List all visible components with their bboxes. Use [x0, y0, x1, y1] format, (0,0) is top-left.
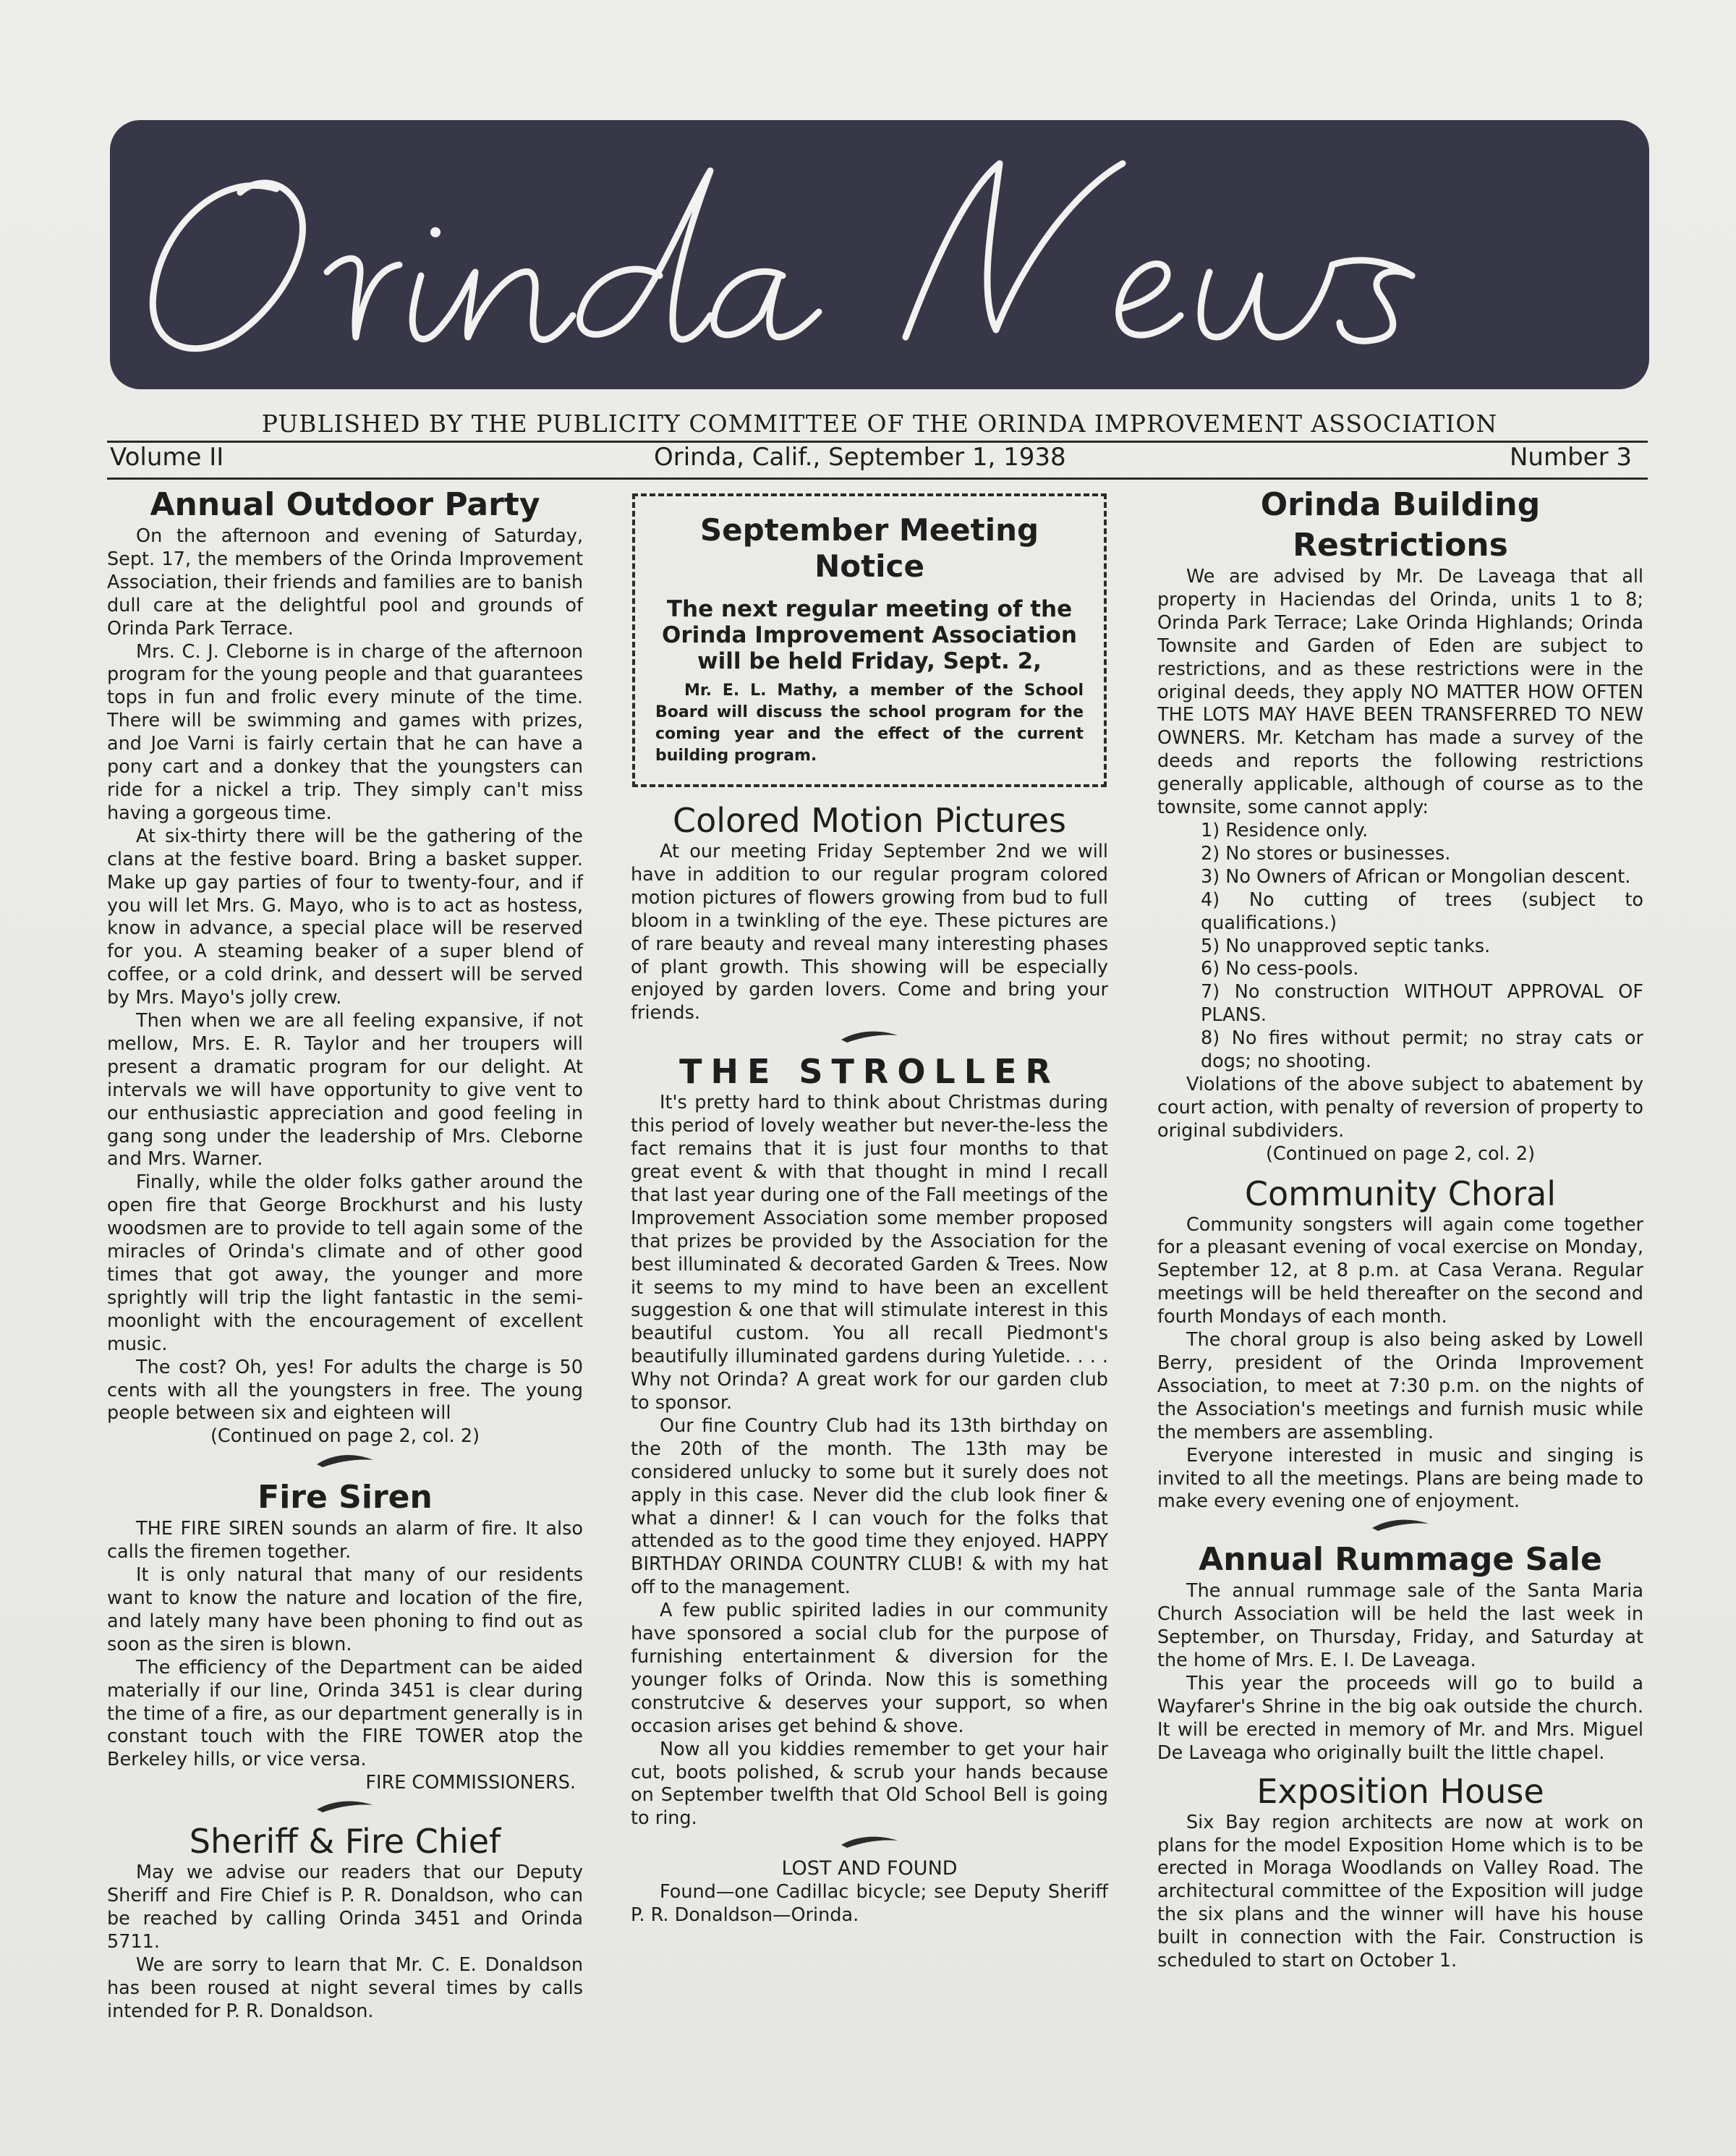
- paragraph: May we advise our readers that our Deputy Sheriff and Fire Chief is P. R. Donaldson, who can be reached by calling Orinda 3451 and Orinda 5711.: [107, 1862, 583, 1953]
- paragraph: Mrs. C. J. Cleborne is in charge of the afternoon program for the young people and that guarantees tops in fun and frolic every minute of the time. There will be swimming and games with prizes, and Joe Varni is fairly certain that he can have a pony cart and a donkey that the youngsters can ride for a nickel a trip. They simply can't miss having a gorgeous time.: [107, 640, 583, 824]
- article-lost-and-found: [631, 1856, 1108, 1927]
- restrictions-list: [1157, 820, 1643, 1074]
- article-sheriff-fire-chief: [107, 1821, 583, 2023]
- meeting-notice-box: [632, 493, 1107, 787]
- masthead-banner: [110, 120, 1649, 389]
- paragraph: The cost? Oh, yes! For adults the charge is 50 cents with all the youngsters in free. The young people between six and eighteen will: [107, 1356, 583, 1425]
- notice-lead: The next regular meeting of the Orinda Improvement Association will be held Friday, Sept. 2,: [661, 596, 1077, 674]
- paragraph: The choral group is also being asked by Lowell Berry, president of the Orinda Improvement Association, to meet at 7:30 p.m. on the nights of the Association's meetings and furnish music while the members are assembling.: [1157, 1329, 1643, 1443]
- paragraph: Found—one Cadillac bicycle; see Deputy Sheriff P. R. Donaldson—Orinda.: [631, 1881, 1108, 1927]
- list-item: 8) No fires without permit; no stray cats or dogs; no shooting.: [1201, 1027, 1643, 1073]
- paragraph: Our fine Country Club had its 13th birthday on the 20th of the month. The 13th may be considered unlucky to some but it surely does not apply in this case. Never did the club look finer & what a dinner! & I can vouch for the folks that attended as to the good time they enjoyed. HAPPY BIRTHDAY ORINDA COUNTRY CLUB! & with my hat off to the management.: [631, 1414, 1108, 1599]
- article-annual-rummage-sale: [1157, 1540, 1643, 1765]
- article-building-restrictions: [1157, 485, 1643, 1166]
- paragraph: We are advised by Mr. De Laveaga that all property in Haciendas del Orinda, units 1 to 8; Orinda Park Terrace; Lake Orinda Highlands; Orinda Townsite and Garden of Eden are subject to restrictions, and as these restrictions were in the original deeds, they apply NO MATTER HOW OFTEN THE LOTS MAY HAVE BEEN TRANSFERRED TO NEW OWNERS. Mr. Ketcham has made a survey of the deeds and reports the following restrictions generally applicable, although of course as to the townsite, some cannot apply:: [1157, 566, 1643, 819]
- paragraph: Violations of the above subject to abatement by court action, with penalty of reversion of property to original subdividers.: [1157, 1073, 1643, 1142]
- column-right: [1157, 485, 1643, 1973]
- article-title: Community Choral: [1244, 1174, 1557, 1213]
- flourish-divider: [312, 1451, 378, 1470]
- flourish-divider: [837, 1028, 902, 1044]
- paragraph: At our meeting Friday September 2nd we will have in addition to our regular program colored motion pictures of flowers growing from bud to full bloom in a twinkling of the eye. These pictures are of rare beauty and reveal many interesting phases of plant growth. This showing will be especially enjoyed by garden lovers. Come and bring your friends.: [631, 841, 1108, 1024]
- notice-detail: Mr. E. L. Mathy, a member of the School Board will discuss the school program for the coming year and the effect of the current building program.: [655, 682, 1084, 765]
- flourish-divider: [837, 1833, 902, 1849]
- paragraph: Then when we are all feeling expansive, if not mellow, Mrs. E. R. Taylor and her troupers will present a dramatic program for our delight. At intervals we will have opportunity to give vent to our enthusiastic appreciation and good feeling in gang song under the leadership of Mrs. Cleborne and Mrs. Warner.: [107, 1010, 583, 1171]
- article-title: Orinda Building Restrictions: [1260, 486, 1541, 564]
- issue-info-bar: [110, 443, 1649, 476]
- list-item: 2) No stores or businesses.: [1201, 842, 1451, 865]
- flourish-divider: [312, 1798, 378, 1814]
- paragraph: At six-thirty there will be the gathering of the clans at the festive board. Bring a basket supper. Make up gay parties of four to twenty-four, and if you will let Mrs. G. Mayo, who is to act as hostess, know in advance, a special place will be reserved for you. A steaming beaker of a super blend of coffee, or a cold drink, and dessert will be served by Mrs. Mayo's jolly crew.: [107, 825, 583, 1009]
- article-colored-motion-pictures: [631, 800, 1108, 1044]
- header-bottom-rule: [107, 478, 1648, 480]
- issue-number: Number 3: [1509, 443, 1632, 472]
- paragraph: Six Bay region architects are now at work on plans for the model Exposition Home which is to be erected in Moraga Woodlands on Valley Road. The architectural committee of the Exposition will judge the six plans and the winner will have his house built in connection with the Fair. Construction is scheduled to start on October 1.: [1157, 1811, 1643, 1972]
- paragraph: Now all you kiddies remember to get your hair cut, boots polished, & scrub your hands because on September twelfth that Old School Bell is going to ring.: [631, 1738, 1108, 1830]
- article-community-choral: [1157, 1174, 1643, 1533]
- list-item: 4) No cutting of trees (subject to qualifications.): [1201, 888, 1643, 934]
- masthead-logo: [110, 120, 1649, 389]
- list-item: 6) No cess-pools.: [1201, 958, 1359, 980]
- article-title: Fire Siren: [258, 1479, 433, 1516]
- paragraph: On the afternoon and evening of Saturday, Sept. 17, the members of the Orinda Improvement Association, their friends and families are to banish dull care at the delightful pool and grounds of Orinda Park Terrace.: [107, 525, 583, 640]
- article-title: Sheriff & Fire Chief: [189, 1822, 501, 1862]
- list-item: 7) No construction WITHOUT APPROVAL OF PLANS.: [1201, 981, 1643, 1027]
- continued-note: (Continued on page 2, col. 2): [210, 1425, 480, 1448]
- paragraph: It is only natural that many of our residents want to know the nature and location of the fire, and lately many have been phoning to find out as soon as the siren is blown.: [107, 1564, 583, 1655]
- article-title: Annual Rummage Sale: [1199, 1541, 1602, 1579]
- article-title: Colored Motion Pictures: [673, 801, 1066, 840]
- paragraph: The annual rummage sale of the Santa Maria Church Association will be held the last week in September, on Thursday, Friday, and Saturday at the home of Mrs. E. I. De Laveaga.: [1157, 1580, 1643, 1672]
- publisher-line: PUBLISHED BY THE PUBLICITY COMMITTEE OF THE ORINDA IMPROVEMENT ASSOCIATION: [261, 409, 1498, 438]
- volume-label: Volume II: [110, 443, 224, 472]
- article-annual-outdoor-party: [107, 485, 583, 1470]
- article-exposition-house: [1157, 1771, 1643, 1973]
- paragraph: THE FIRE SIREN sounds an alarm of fire. It also calls the firemen together.: [107, 1518, 583, 1563]
- paragraph: This year the proceeds will go to build a Wayfarer's Shrine in the big oak outside the church. It will be erected in memory of Mr. and Mrs. Miguel De Laveaga who originally built the little chapel.: [1157, 1672, 1643, 1764]
- paragraph: It's pretty hard to think about Christmas during this period of lovely weather but never-the-less the fact remains that it is just four months to that great event & with that thought in mind I recall that last year during one of the Fall meetings of the Improvement Association some member proposed that prizes be provided by the Association for the best illuminated & decorated Garden & Trees. Now it seems to my mind to have been an excellent suggestion & one that will stimulate interest in this beautiful custom. You all recall Piedmont's beautifully illuminated gardens during Yuletide. . . . Why not Orinda? A great work for our garden club to sponsor.: [631, 1092, 1108, 1414]
- continued-note: (Continued on page 2, col. 2): [1265, 1142, 1536, 1165]
- article-title: THE STROLLER: [679, 1052, 1060, 1092]
- list-item: 5) No unapproved septic tanks.: [1201, 935, 1491, 957]
- list-item: 3) No Owners of African or Mongolian descent.: [1201, 865, 1631, 888]
- list-item: 1) Residence only.: [1201, 819, 1369, 841]
- notice-title: September Meeting Notice: [699, 512, 1039, 584]
- paragraph: Finally, while the older folks gather around the open fire that George Brockhurst and his lusty woodsmen are to provide to tell again some of the miracles of Orinda's climate and of other good times that got away, the younger and more sprightly will trip the light fantastic in the semi-moonlight with the encouragement of excellent music.: [107, 1171, 583, 1355]
- article-title: Annual Outdoor Party: [150, 486, 540, 523]
- paragraph: We are sorry to learn that Mr. C. E. Donaldson has been roused at night several times by calls intended for P. R. Donaldson.: [107, 1953, 583, 2022]
- article-title: LOST AND FOUND: [781, 1857, 958, 1880]
- article-title: Exposition House: [1256, 1771, 1544, 1811]
- column-left: [107, 485, 583, 2023]
- flourish-divider: [1368, 1516, 1433, 1532]
- issue-date: Orinda, Calif., September 1, 1938: [654, 443, 1066, 472]
- paragraph: A few public spirited ladies in our community have sponsored a social club for the purpose of furnishing entertainment & diversion for the younger folks of Orinda. Now this is something construtcive & deserves your support, so when occasion arises get behind & shove.: [631, 1600, 1108, 1737]
- signature: FIRE COMMISSIONERS.: [365, 1772, 576, 1794]
- article-the-stroller: [631, 1051, 1108, 1849]
- paragraph: Community songsters will again come together for a pleasant evening of vocal exercise on Monday, September 12, at 8 p.m. at Casa Verana. Regular meetings will be held thereafter on the second and fourth Mondays of each month.: [1157, 1213, 1643, 1328]
- paragraph: The efficiency of the Department can be aided materially if our line, Orinda 3451 is clear during the time of a fire, as our department generally is in constant touch with the FIRE TOWER atop the Berkeley hills, or vice versa.: [107, 1656, 583, 1771]
- article-fire-siren: [107, 1477, 583, 1814]
- column-center: [631, 485, 1108, 1927]
- paragraph: Everyone interested in music and singing is invited to all the meetings. Plans are being made to make every evening one of enjoyment.: [1157, 1444, 1643, 1513]
